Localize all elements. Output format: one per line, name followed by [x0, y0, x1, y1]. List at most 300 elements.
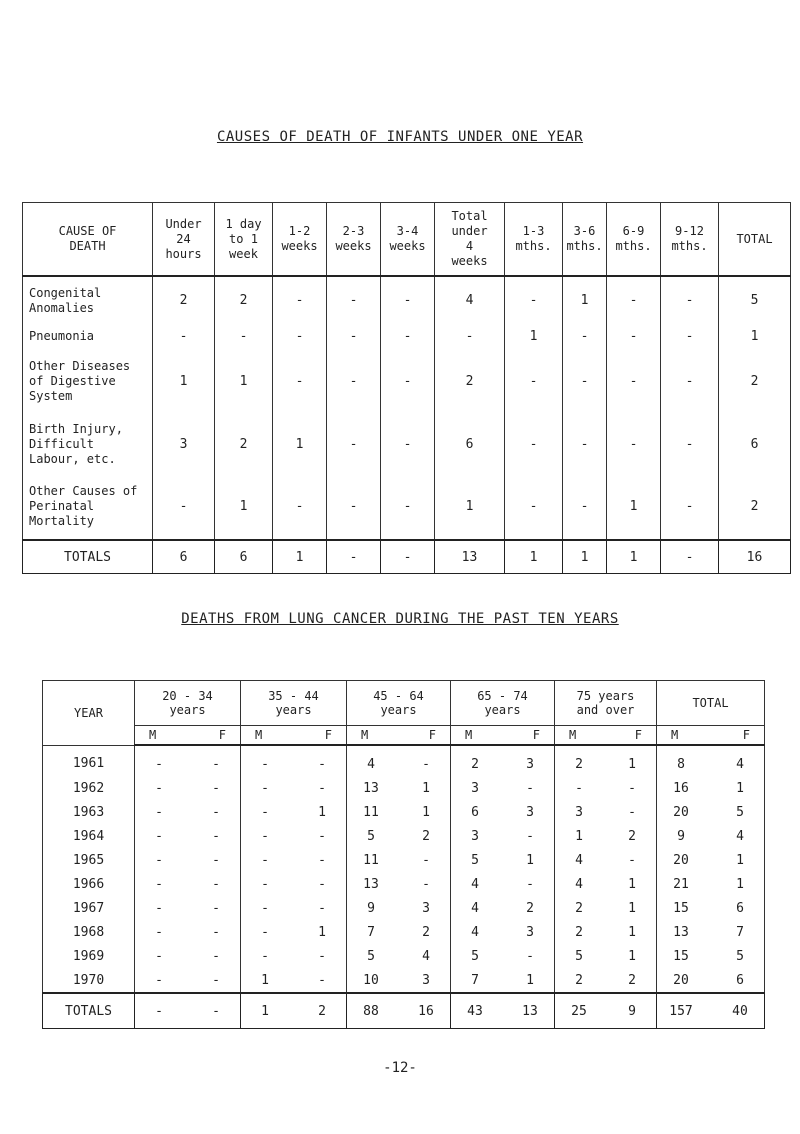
female-count: - [212, 852, 220, 868]
year-row [43, 920, 765, 944]
male-count: 9 [677, 828, 685, 844]
male-count: 11 [363, 804, 379, 820]
sex-subheader [135, 726, 241, 746]
mf-cell [451, 824, 555, 848]
male-count: 4 [471, 876, 479, 892]
male-label: M [671, 728, 679, 742]
male-count: - [261, 828, 269, 844]
male-count: 43 [467, 1003, 483, 1019]
male-label: M [255, 728, 263, 742]
mf-cell [555, 776, 657, 800]
female-count: 4 [736, 828, 744, 844]
count-cell: 2 [215, 276, 273, 324]
female-count: 13 [522, 1003, 538, 1019]
year-row [43, 944, 765, 968]
infant-deaths-title: CAUSES OF DEATH OF INFANTS UNDER ONE YEAR [216, 129, 584, 145]
count-cell: 1 [153, 348, 215, 414]
cause-label: Other Diseases of Digestive System [23, 348, 153, 414]
male-count: 8 [677, 756, 685, 772]
mf-cell [347, 944, 451, 968]
year-cell: 1961 [43, 745, 135, 776]
count-cell: 1 [215, 474, 273, 540]
total-cell: 6 [215, 540, 273, 574]
total-cell: 1 [273, 540, 327, 574]
female-count: - [628, 852, 636, 868]
male-count: 5 [367, 948, 375, 964]
mf-cell [135, 944, 241, 968]
mf-cell [451, 896, 555, 920]
count-cell: - [563, 348, 607, 414]
count-cell: - [327, 324, 381, 348]
mf-cell [241, 993, 347, 1029]
mf-cell [657, 800, 765, 824]
female-count: - [212, 828, 220, 844]
infant-table-header [23, 203, 791, 277]
female-count: 3 [422, 900, 430, 916]
mf-cell [555, 800, 657, 824]
female-count: 3 [526, 804, 534, 820]
count-cell: - [661, 414, 719, 474]
year-cell: 1963 [43, 800, 135, 824]
male-count: - [261, 924, 269, 940]
count-cell: 2 [435, 348, 505, 414]
mf-cell [135, 824, 241, 848]
female-label: F [532, 728, 540, 742]
total-cell: 13 [435, 540, 505, 574]
page-number: -12- [383, 1060, 417, 1076]
count-cell: - [661, 324, 719, 348]
column-header: Total under 4 weeks [435, 203, 505, 277]
female-count: - [318, 828, 326, 844]
totals-label: TOTALS [43, 993, 135, 1029]
count-cell: 1 [505, 324, 563, 348]
female-count: 1 [422, 780, 430, 796]
female-count: - [212, 900, 220, 916]
female-count: - [318, 948, 326, 964]
female-label: F [324, 728, 332, 742]
count-cell: - [505, 276, 563, 324]
female-count: - [422, 852, 430, 868]
male-count: - [575, 780, 583, 796]
female-count: - [212, 972, 220, 988]
column-header: 1-2 weeks [273, 203, 327, 277]
total-cell: 6 [153, 540, 215, 574]
mf-cell [347, 993, 451, 1029]
male-count: - [261, 780, 269, 796]
count-cell: - [563, 324, 607, 348]
count-cell: 2 [215, 414, 273, 474]
count-cell: 1 [563, 276, 607, 324]
female-label: F [218, 728, 226, 742]
male-count: 16 [673, 780, 689, 796]
female-count: - [628, 780, 636, 796]
mf-cell [555, 968, 657, 993]
count-cell: - [661, 276, 719, 324]
mf-cell [347, 896, 451, 920]
count-cell: 5 [719, 276, 791, 324]
mf-cell [555, 872, 657, 896]
male-label: M [149, 728, 157, 742]
total-cell: 1 [607, 540, 661, 574]
female-count: - [318, 876, 326, 892]
female-count: - [318, 972, 326, 988]
mf-cell [135, 776, 241, 800]
female-count: 9 [628, 1003, 636, 1019]
column-header: CAUSE OF DEATH [23, 203, 153, 277]
mf-cell [555, 824, 657, 848]
female-count: 3 [422, 972, 430, 988]
female-count: 1 [628, 948, 636, 964]
female-label: F [742, 728, 750, 742]
year-row [43, 896, 765, 920]
count-cell: - [381, 324, 435, 348]
male-count: 2 [471, 756, 479, 772]
year-cell: 1969 [43, 944, 135, 968]
female-count: 1 [422, 804, 430, 820]
mf-cell [451, 968, 555, 993]
female-count: 1 [736, 780, 744, 796]
female-count: 3 [526, 756, 534, 772]
mf-cell [555, 848, 657, 872]
female-count: 2 [318, 1003, 326, 1019]
count-cell: - [381, 474, 435, 540]
count-cell: 2 [719, 348, 791, 414]
female-count: - [628, 804, 636, 820]
count-cell: - [327, 414, 381, 474]
count-cell: - [607, 348, 661, 414]
mf-cell [657, 824, 765, 848]
female-count: 40 [732, 1003, 748, 1019]
male-count: 5 [471, 852, 479, 868]
male-count: 1 [575, 828, 583, 844]
male-count: 7 [471, 972, 479, 988]
female-count: - [212, 1003, 220, 1019]
male-count: 3 [471, 780, 479, 796]
age-group-header: 35 - 44 years [241, 681, 347, 726]
male-count: 2 [575, 756, 583, 772]
female-count: - [526, 876, 534, 892]
mf-cell [241, 896, 347, 920]
female-count: 2 [628, 828, 636, 844]
female-count: 4 [422, 948, 430, 964]
mf-cell [657, 944, 765, 968]
female-count: 6 [736, 972, 744, 988]
male-count: 15 [673, 948, 689, 964]
male-count: 25 [571, 1003, 587, 1019]
mf-cell [241, 944, 347, 968]
male-count: - [155, 780, 163, 796]
total-cell: - [327, 540, 381, 574]
female-count: - [212, 780, 220, 796]
count-cell: - [215, 324, 273, 348]
mf-cell [555, 920, 657, 944]
count-cell: 3 [153, 414, 215, 474]
year-row [43, 745, 765, 776]
female-count: 2 [526, 900, 534, 916]
female-count: 4 [736, 756, 744, 772]
count-cell: - [563, 414, 607, 474]
mf-cell [241, 968, 347, 993]
male-count: - [155, 876, 163, 892]
male-count: 13 [363, 876, 379, 892]
mf-cell [135, 993, 241, 1029]
mf-cell [555, 944, 657, 968]
female-count: - [422, 756, 430, 772]
female-count: - [212, 756, 220, 772]
mf-cell [451, 944, 555, 968]
total-cell: 1 [563, 540, 607, 574]
male-count: 21 [673, 876, 689, 892]
count-cell: - [273, 276, 327, 324]
female-count: 1 [628, 756, 636, 772]
male-count: 2 [575, 924, 583, 940]
year-row [43, 800, 765, 824]
male-count: - [155, 900, 163, 916]
male-count: - [155, 828, 163, 844]
count-cell: - [607, 276, 661, 324]
male-count: 1 [261, 1003, 269, 1019]
count-cell: - [327, 276, 381, 324]
mf-cell [347, 776, 451, 800]
column-header: Under 24 hours [153, 203, 215, 277]
female-count: - [212, 924, 220, 940]
cause-row [23, 324, 791, 348]
male-count: - [155, 804, 163, 820]
lung-cancer-table [42, 680, 765, 1029]
year-cell: 1966 [43, 872, 135, 896]
count-cell: - [381, 414, 435, 474]
mf-cell [241, 776, 347, 800]
count-cell: 6 [435, 414, 505, 474]
male-count: 4 [575, 852, 583, 868]
count-cell: - [381, 276, 435, 324]
mf-cell [657, 848, 765, 872]
mf-cell [347, 872, 451, 896]
cause-label: Birth Injury, Difficult Labour, etc. [23, 414, 153, 474]
female-count: 1 [628, 900, 636, 916]
male-count: - [261, 756, 269, 772]
mf-cell [135, 872, 241, 896]
infant-deaths-table [22, 202, 791, 574]
female-label: F [634, 728, 642, 742]
female-count: - [526, 780, 534, 796]
total-cell: - [661, 540, 719, 574]
female-count: 5 [736, 804, 744, 820]
count-cell: - [607, 414, 661, 474]
male-count: 4 [471, 900, 479, 916]
mf-cell [657, 776, 765, 800]
mf-cell [241, 800, 347, 824]
year-cell: 1968 [43, 920, 135, 944]
female-count: 3 [526, 924, 534, 940]
female-count: - [318, 780, 326, 796]
male-count: 15 [673, 900, 689, 916]
year-cell: 1962 [43, 776, 135, 800]
total-cell: 16 [719, 540, 791, 574]
mf-cell [347, 824, 451, 848]
female-count: 1 [736, 852, 744, 868]
male-count: 4 [575, 876, 583, 892]
male-count: 3 [575, 804, 583, 820]
count-cell: - [327, 348, 381, 414]
male-count: 88 [363, 1003, 379, 1019]
column-header: 1 day to 1 week [215, 203, 273, 277]
count-cell: - [505, 414, 563, 474]
male-count: 10 [363, 972, 379, 988]
mf-cell [135, 800, 241, 824]
mf-cell [657, 872, 765, 896]
male-count: - [155, 972, 163, 988]
male-count: 13 [673, 924, 689, 940]
male-count: - [155, 924, 163, 940]
male-label: M [361, 728, 369, 742]
age-group-header: 45 - 64 years [347, 681, 451, 726]
mf-cell [135, 920, 241, 944]
totals-label: TOTALS [23, 540, 153, 574]
female-count: 7 [736, 924, 744, 940]
male-label: M [465, 728, 473, 742]
mf-cell [347, 745, 451, 776]
mf-cell [347, 800, 451, 824]
male-count: 157 [669, 1003, 693, 1019]
total-cell: 1 [505, 540, 563, 574]
mf-cell [555, 745, 657, 776]
mf-cell [241, 920, 347, 944]
cause-row [23, 414, 791, 474]
female-count: 1 [628, 924, 636, 940]
male-count: - [261, 948, 269, 964]
total-cell: - [381, 540, 435, 574]
count-cell: - [327, 474, 381, 540]
mf-cell [451, 872, 555, 896]
male-count: 2 [575, 972, 583, 988]
mf-cell [451, 848, 555, 872]
lung-cancer-title: DEATHS FROM LUNG CANCER DURING THE PAST TEN YEARS [181, 611, 619, 627]
count-cell: 1 [215, 348, 273, 414]
male-count: - [261, 900, 269, 916]
female-count: - [212, 876, 220, 892]
mf-cell [347, 848, 451, 872]
female-count: 1 [526, 852, 534, 868]
sex-subheader [451, 726, 555, 746]
male-count: 20 [673, 972, 689, 988]
male-count: 7 [367, 924, 375, 940]
year-cell: 1965 [43, 848, 135, 872]
infant-totals-row [23, 540, 791, 574]
mf-cell [451, 745, 555, 776]
count-cell: - [273, 324, 327, 348]
year-row [43, 848, 765, 872]
year-cell: 1967 [43, 896, 135, 920]
mf-cell [135, 848, 241, 872]
male-count: 3 [471, 828, 479, 844]
male-count: 5 [367, 828, 375, 844]
age-group-header: TOTAL [657, 681, 765, 726]
cause-row [23, 276, 791, 324]
mf-cell [241, 872, 347, 896]
year-header: YEAR [43, 681, 135, 746]
female-count: 2 [628, 972, 636, 988]
male-count: 6 [471, 804, 479, 820]
cause-row [23, 348, 791, 414]
male-count: 9 [367, 900, 375, 916]
mf-cell [657, 968, 765, 993]
count-cell: - [435, 324, 505, 348]
mf-cell [347, 920, 451, 944]
female-count: 5 [736, 948, 744, 964]
mf-cell [451, 993, 555, 1029]
count-cell: 4 [435, 276, 505, 324]
count-cell: - [661, 348, 719, 414]
male-count: 5 [471, 948, 479, 964]
male-count: 4 [367, 756, 375, 772]
lung-totals-row [43, 993, 765, 1029]
female-count: 1 [736, 876, 744, 892]
age-group-header: 75 years and over [555, 681, 657, 726]
count-cell: - [661, 474, 719, 540]
mf-cell [241, 745, 347, 776]
female-count: - [526, 948, 534, 964]
cause-label: Congenital Anomalies [23, 276, 153, 324]
female-count: - [318, 900, 326, 916]
count-cell: 1 [273, 414, 327, 474]
column-header: 3-6 mths. [563, 203, 607, 277]
male-count: - [155, 948, 163, 964]
mf-cell [347, 968, 451, 993]
mf-cell [241, 824, 347, 848]
cause-row [23, 474, 791, 540]
year-row [43, 968, 765, 993]
count-cell: - [153, 474, 215, 540]
male-count: 2 [575, 900, 583, 916]
column-header: 2-3 weeks [327, 203, 381, 277]
mf-cell [657, 745, 765, 776]
mf-cell [657, 993, 765, 1029]
male-count: - [155, 1003, 163, 1019]
column-header: 6-9 mths. [607, 203, 661, 277]
female-count: 2 [422, 924, 430, 940]
female-count: 16 [418, 1003, 434, 1019]
sex-subheader [241, 726, 347, 746]
male-count: 20 [673, 852, 689, 868]
lung-table-sex-header [43, 726, 765, 746]
year-row [43, 872, 765, 896]
male-count: - [261, 804, 269, 820]
age-group-header: 65 - 74 years [451, 681, 555, 726]
male-count: 4 [471, 924, 479, 940]
year-row [43, 824, 765, 848]
age-group-header: 20 - 34 years [135, 681, 241, 726]
mf-cell [451, 800, 555, 824]
count-cell: - [505, 474, 563, 540]
column-header: 9-12 mths. [661, 203, 719, 277]
female-count: 1 [526, 972, 534, 988]
mf-cell [451, 776, 555, 800]
mf-cell [135, 896, 241, 920]
male-count: - [155, 756, 163, 772]
sex-subheader [347, 726, 451, 746]
count-cell: - [563, 474, 607, 540]
count-cell: 2 [719, 474, 791, 540]
count-cell: - [607, 324, 661, 348]
lung-table-group-header [43, 681, 765, 726]
female-count: 1 [628, 876, 636, 892]
year-row [43, 776, 765, 800]
male-count: - [261, 876, 269, 892]
female-count: 1 [318, 804, 326, 820]
female-count: 2 [422, 828, 430, 844]
sex-subheader [657, 726, 765, 746]
